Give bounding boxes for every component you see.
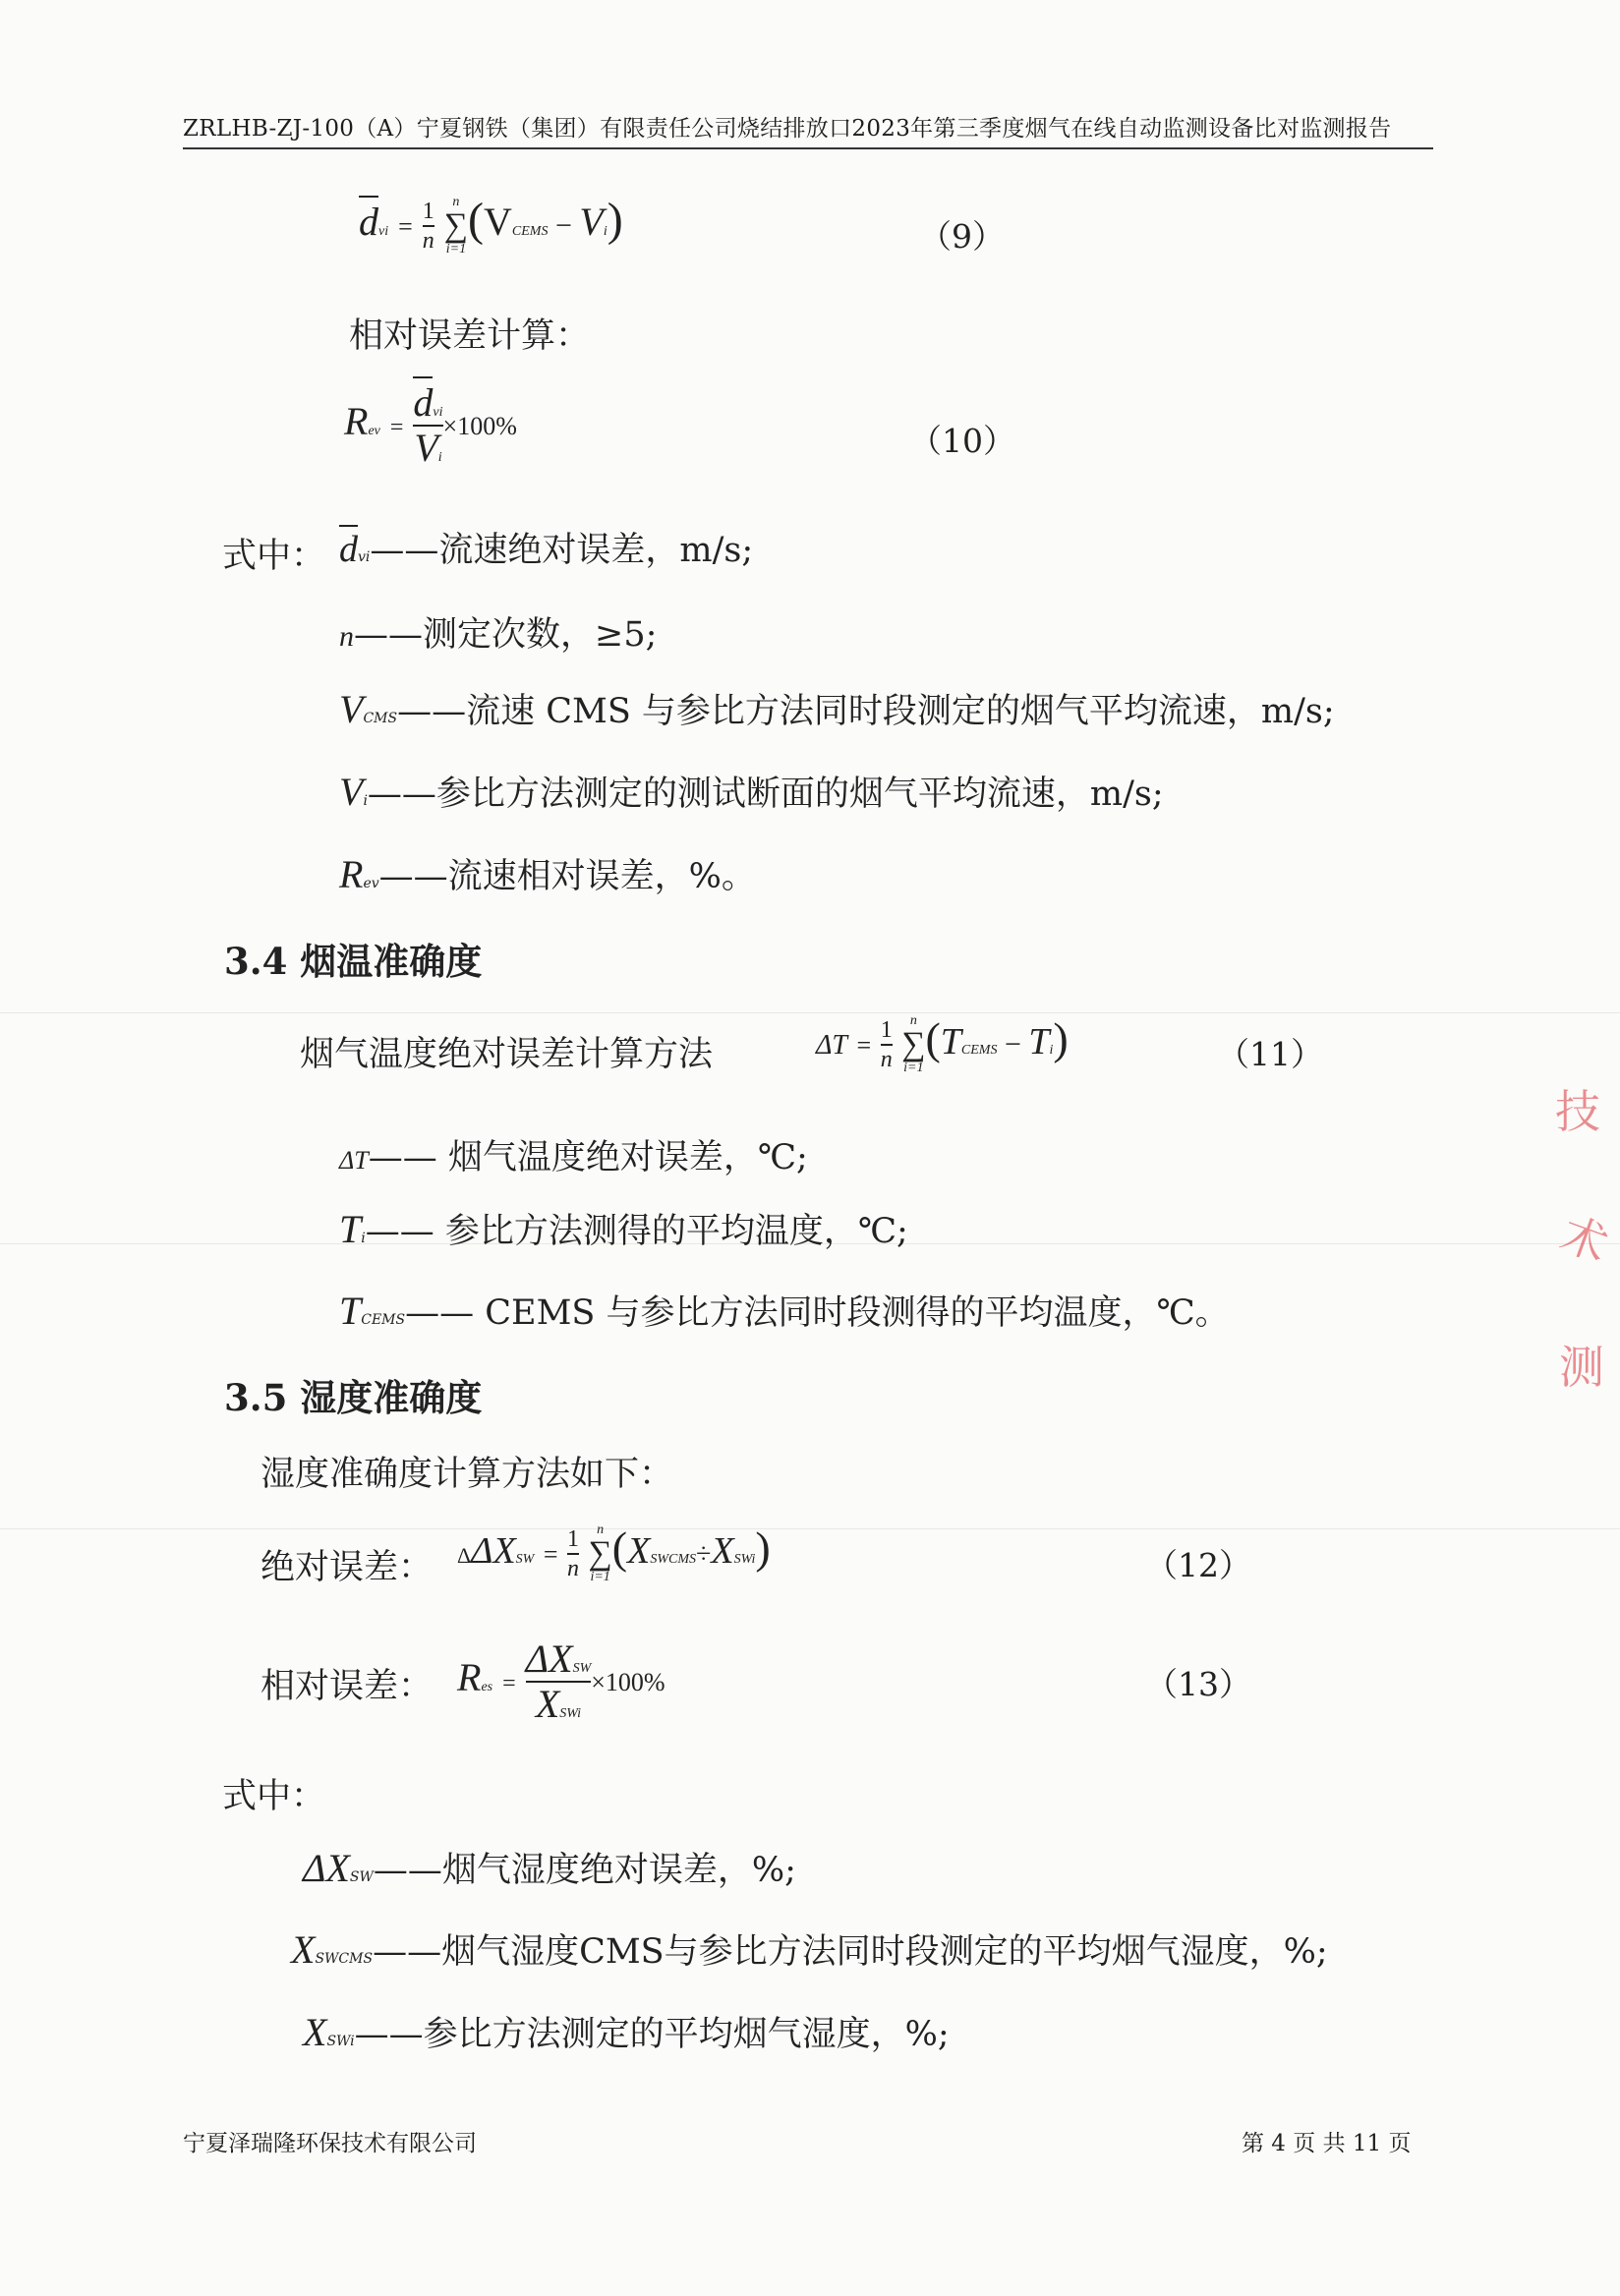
def-v-i: Vi——参比方法测定的测试断面的烟气平均流速，m/s; <box>339 770 1164 814</box>
section-3-5-title: 3.5 湿度准确度 <box>224 1376 483 1419</box>
footer-page-number: 第 4 页 共 11 页 <box>1242 2131 1412 2156</box>
equation-10: Rev = $\frac{\text{dvi}}{Vi}$ ×100% <box>344 383 517 468</box>
equation-11-number: （11） <box>1217 1035 1323 1073</box>
relative-error-label-2: 相对误差： <box>260 1667 434 1706</box>
equation-9: dvi = $\frac{1}{n}$ n ∑ i=1 (VCEMS − Vi) <box>359 194 623 257</box>
equation-13-number: （13） <box>1145 1665 1251 1703</box>
scan-artifact <box>0 1528 1620 1529</box>
equation-12-number: （12） <box>1145 1546 1251 1584</box>
def-x-swi: XSWi——参比方法测定的平均烟气湿度，%; <box>303 2010 950 2054</box>
def-delta-t: ΔT—— 烟气温度绝对误差，℃; <box>339 1138 808 1177</box>
where-label: 式中： <box>222 537 326 576</box>
equation-13: Res = $\frac{\text{ΔXSW}}{\text{XSWi}}$ ×100% <box>457 1636 665 1726</box>
report-header: ZRLHB-ZJ-100（A）宁夏钢铁（集团）有限责任公司烧结排放口2023年第三季度烟气在线自动监测设备比对监测报告 <box>183 116 1392 142</box>
where-label-2: 式中： <box>222 1777 326 1816</box>
def-t-cems: TCEMS—— CEMS 与参比方法同时段测得的平均温度，℃。 <box>339 1289 1230 1333</box>
def-v-cms: VCMS——流速 CMS 与参比方法同时段测定的烟气平均流速，m/s; <box>339 687 1335 731</box>
relative-error-label: 相对误差计算： <box>349 316 591 356</box>
absolute-error-label: 绝对误差： <box>260 1548 434 1587</box>
def-t-i: Ti—— 参比方法测得的平均温度，℃; <box>339 1207 908 1251</box>
humidity-method-label: 湿度准确度计算方法如下： <box>260 1455 674 1494</box>
def-x-swcms: XSWCMS——烟气湿度CMS与参比方法同时段测定的平均烟气湿度，%; <box>291 1927 1328 1972</box>
company-seal-stamp: 技 术 测 <box>1554 1085 1615 1394</box>
def-n: n——测定次数，≥5; <box>339 615 658 655</box>
equation-10-number: （10） <box>909 422 1015 460</box>
temp-method-label: 烟气温度绝对误差计算方法 <box>300 1035 714 1074</box>
equation-11: ΔT = $\frac{1}{n}$ n ∑ i=1 (TCEMS − Ti) <box>816 1013 1069 1076</box>
def-d-vi: dvi——流速绝对误差，m/s; <box>339 523 753 572</box>
equation-9-number: （9） <box>919 217 1005 256</box>
equation-12: ΔΔXSW = $\frac{1}{n}$ n ∑ i=1 (XSWCMS÷XSWi) <box>457 1522 771 1585</box>
def-r-ev: Rev——流速相对误差，%。 <box>339 852 756 896</box>
scan-artifact <box>0 1012 1620 1013</box>
section-3-4-title: 3.4 烟温准确度 <box>224 940 483 983</box>
def-delta-x-sw: ΔXSW——烟气湿度绝对误差，%; <box>303 1846 796 1890</box>
header-rule <box>183 147 1433 149</box>
footer-company: 宁夏泽瑞隆环保技术有限公司 <box>183 2131 477 2156</box>
